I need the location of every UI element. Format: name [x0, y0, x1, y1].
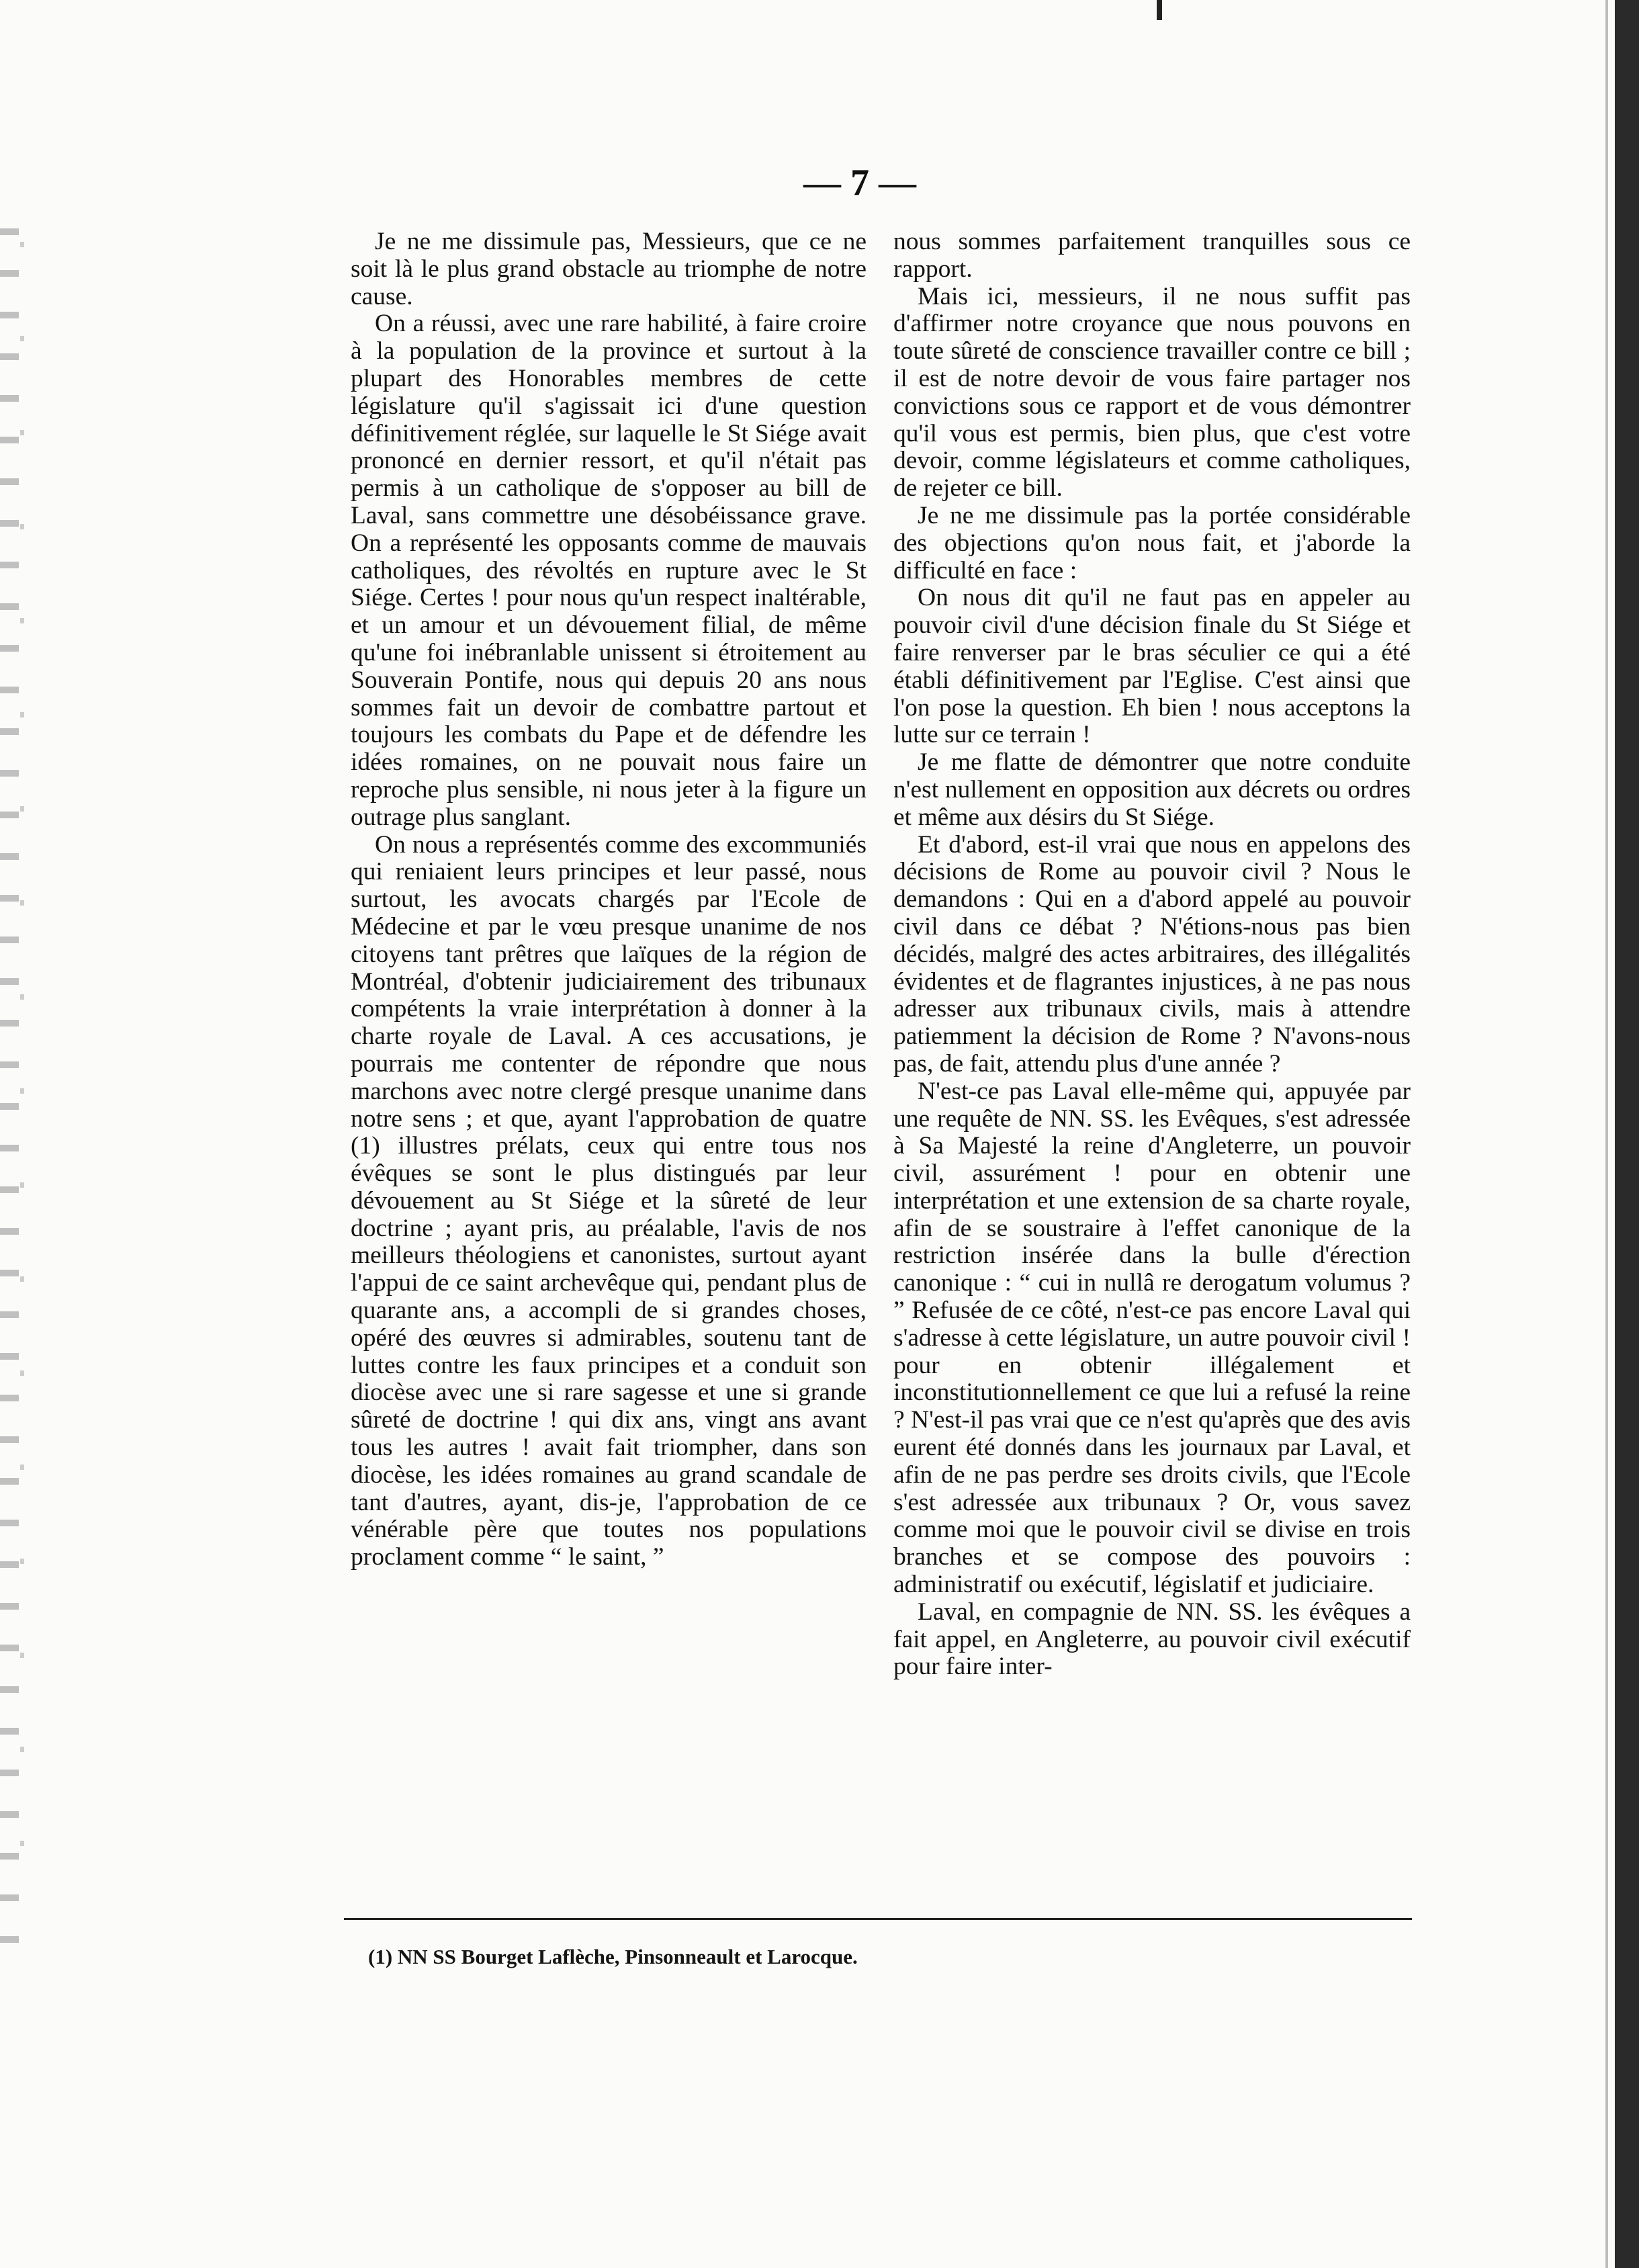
paragraph: Je ne me dissimule pas la portée considérable des objections qu'on nous fait, et j'aborde la difficulté en face : — [893, 501, 1411, 584]
page-edge-line — [1605, 0, 1608, 2268]
paragraph: Laval, en compagnie de NN. SS. les évêques a fait appel, en Angleterre, au pouvoir civil exécutif pour faire inter- — [893, 1598, 1411, 1681]
left-column — [351, 228, 867, 1571]
scan-mark — [1157, 0, 1162, 20]
paragraph: On nous a représentés comme des excommuniés qui reniaient leurs principes et leur passé, nous surtout, les avocats chargés par l'Ecole de Médecine et par le vœu presque unanime de nos citoyens tant prêtres que laïques de la région de Montréal, d'obtenir judiciairement des tribunaux compétents la vraie interprétation à donner à la charte royale de Laval. A ces accusations, je pourrais me contenter de répondre que nous marchons avec notre clergé presque unanime dans notre sens ; et que, ayant l'approbation de quatre (1) illustres prélats, ceux qui entre tous nos évêques se sont le plus distingués par leur dévouement au St Siége et la sûreté de leur doctrine ; ayant pris, au préalable, l'avis de nos meilleurs théologiens et canonistes, surtout ayant l'appui de ce saint archevêque qui, pendant plus de quarante ans, a accompli de si grandes choses, opéré des œuvres si admirables, soutenu tant de luttes contre les faux principes et a conduit son diocèse avec une si rare sagesse et une si grande sûreté de doctrine ! qui dix ans, vingt ans avant tous les autres ! avait fait triompher, dans son diocèse, les idées romaines au grand scandale de tant d'autres, ayant, dis-je, l'approbation de ce vénérable père que toutes nos populations proclament comme “ le saint, ” — [351, 830, 867, 1571]
paragraph: Je me flatte de démontrer que notre conduite n'est nullement en opposition aux décrets ou ordres et même aux désirs du St Siége. — [893, 748, 1411, 831]
footnote-divider — [344, 1918, 1412, 1920]
paragraph: Et d'abord, est-il vrai que nous en appelons des décisions de Rome au pouvoir civil ? Nous le demandons : Qui en a d'abord appelé au pouvoir civil dans ce débat ? N'étions-nous pas bien décidés, malgré des actes arbitraires, des illégalités évidentes et de flagrantes injustices, à ne pas nous adresser aux tribunaux civils, mais à attendre patiemment la décision de Rome ? N'avons-nous pas, de fait, attendu plus d'une année ? — [893, 830, 1411, 1078]
footnote — [355, 1945, 879, 1969]
page-edge-bleed-inner — [20, 242, 24, 1921]
paragraph: N'est-ce pas Laval elle-même qui, appuyée par une requête de NN. SS. les Evêques, s'est adressée à Sa Majesté la reine d'Angleterre, un pouvoir civil, assurément ! pour en obtenir une interprétation et une extension de sa charte royale, afin de se soustraire à l'effet canonique de la restriction insérée dans la bulle d'érection canonique : “ cui in nullâ re derogatum volumus ? ” Refusée de ce côté, n'est-ce pas encore Laval qui s'adresse à cette législature, un autre pouvoir civil ! pour en obtenir illégalement et inconstitutionnellement ce que lui a refusé la reine ? N'est-il pas vrai que ce n'est qu'après que des avis eurent été donnés dans les journaux par Laval, et afin de ne pas perdre ses droits civils, que l'Ecole s'est adressée aux tribunaux ? Or, vous savez comme moi que le pouvoir civil se divise en trois branches et se compose des pouvoirs : administratif ou exécutif, législatif et judiciaire. — [893, 1077, 1411, 1599]
page-edge-bleed — [0, 228, 19, 1975]
paragraph: On nous dit qu'il ne faut pas en appeler au pouvoir civil d'une décision finale du St Siége et faire renverser par le bras séculier ce qui a été établi définitivement par l'Eglise. C'est ainsi que l'on pose la question. Eh bien ! nous acceptons la lutte sur ce terrain ! — [893, 584, 1411, 749]
page-number: — 7 — — [803, 162, 916, 204]
footnote-text: (1) NN SS Bourget Laflèche, Pinsonneault et Larocque. — [368, 1945, 858, 1968]
scan-border — [1615, 0, 1639, 2268]
right-column — [893, 228, 1411, 1681]
paragraph: Mais ici, messieurs, il ne nous suffit pas d'affirmer notre croyance que nous pouvons en toute sûreté de conscience travailler contre ce bill ; il est de notre devoir de vous faire partager nos convictions sous ce rapport et de vous démontrer qu'il vous est permis, bien plus, que c'est votre devoir, comme législateurs et comme catholiques, de rejeter ce bill. — [893, 282, 1411, 503]
paragraph: Je ne me dissimule pas, Messieurs, que ce ne soit là le plus grand obstacle au triomphe de notre cause. — [351, 228, 867, 310]
paragraph: nous sommes parfaitement tranquilles sous ce rapport. — [893, 228, 1411, 283]
paragraph: On a réussi, avec une rare habilité, à faire croire à la population de la province et surtout à la plupart des Honorables membres de cette législature qu'il s'agissait ici d'une question définitivement réglée, sur laquelle le St Siége avait prononcé en dernier ressort, et qu'il n'était pas permis à un catholique de s'opposer au bill de Laval, sans commettre une désobéissance grave. On a représenté les opposants comme de mauvais catholiques, des révoltés en rupture avec le St Siége. Certes ! pour nous qu'un respect inaltérable, et un amour et un dévouement filial, de même qu'une foi inébranlable unissent si étroitement au Souverain Pontife, nous qui depuis 20 ans nous sommes fait un devoir de combattre partout et toujours les combats du Pape et de défendre les idées romaines, on ne pouvait nous faire un reproche plus sensible, ni nous jeter à la figure un outrage plus sanglant. — [351, 310, 867, 831]
